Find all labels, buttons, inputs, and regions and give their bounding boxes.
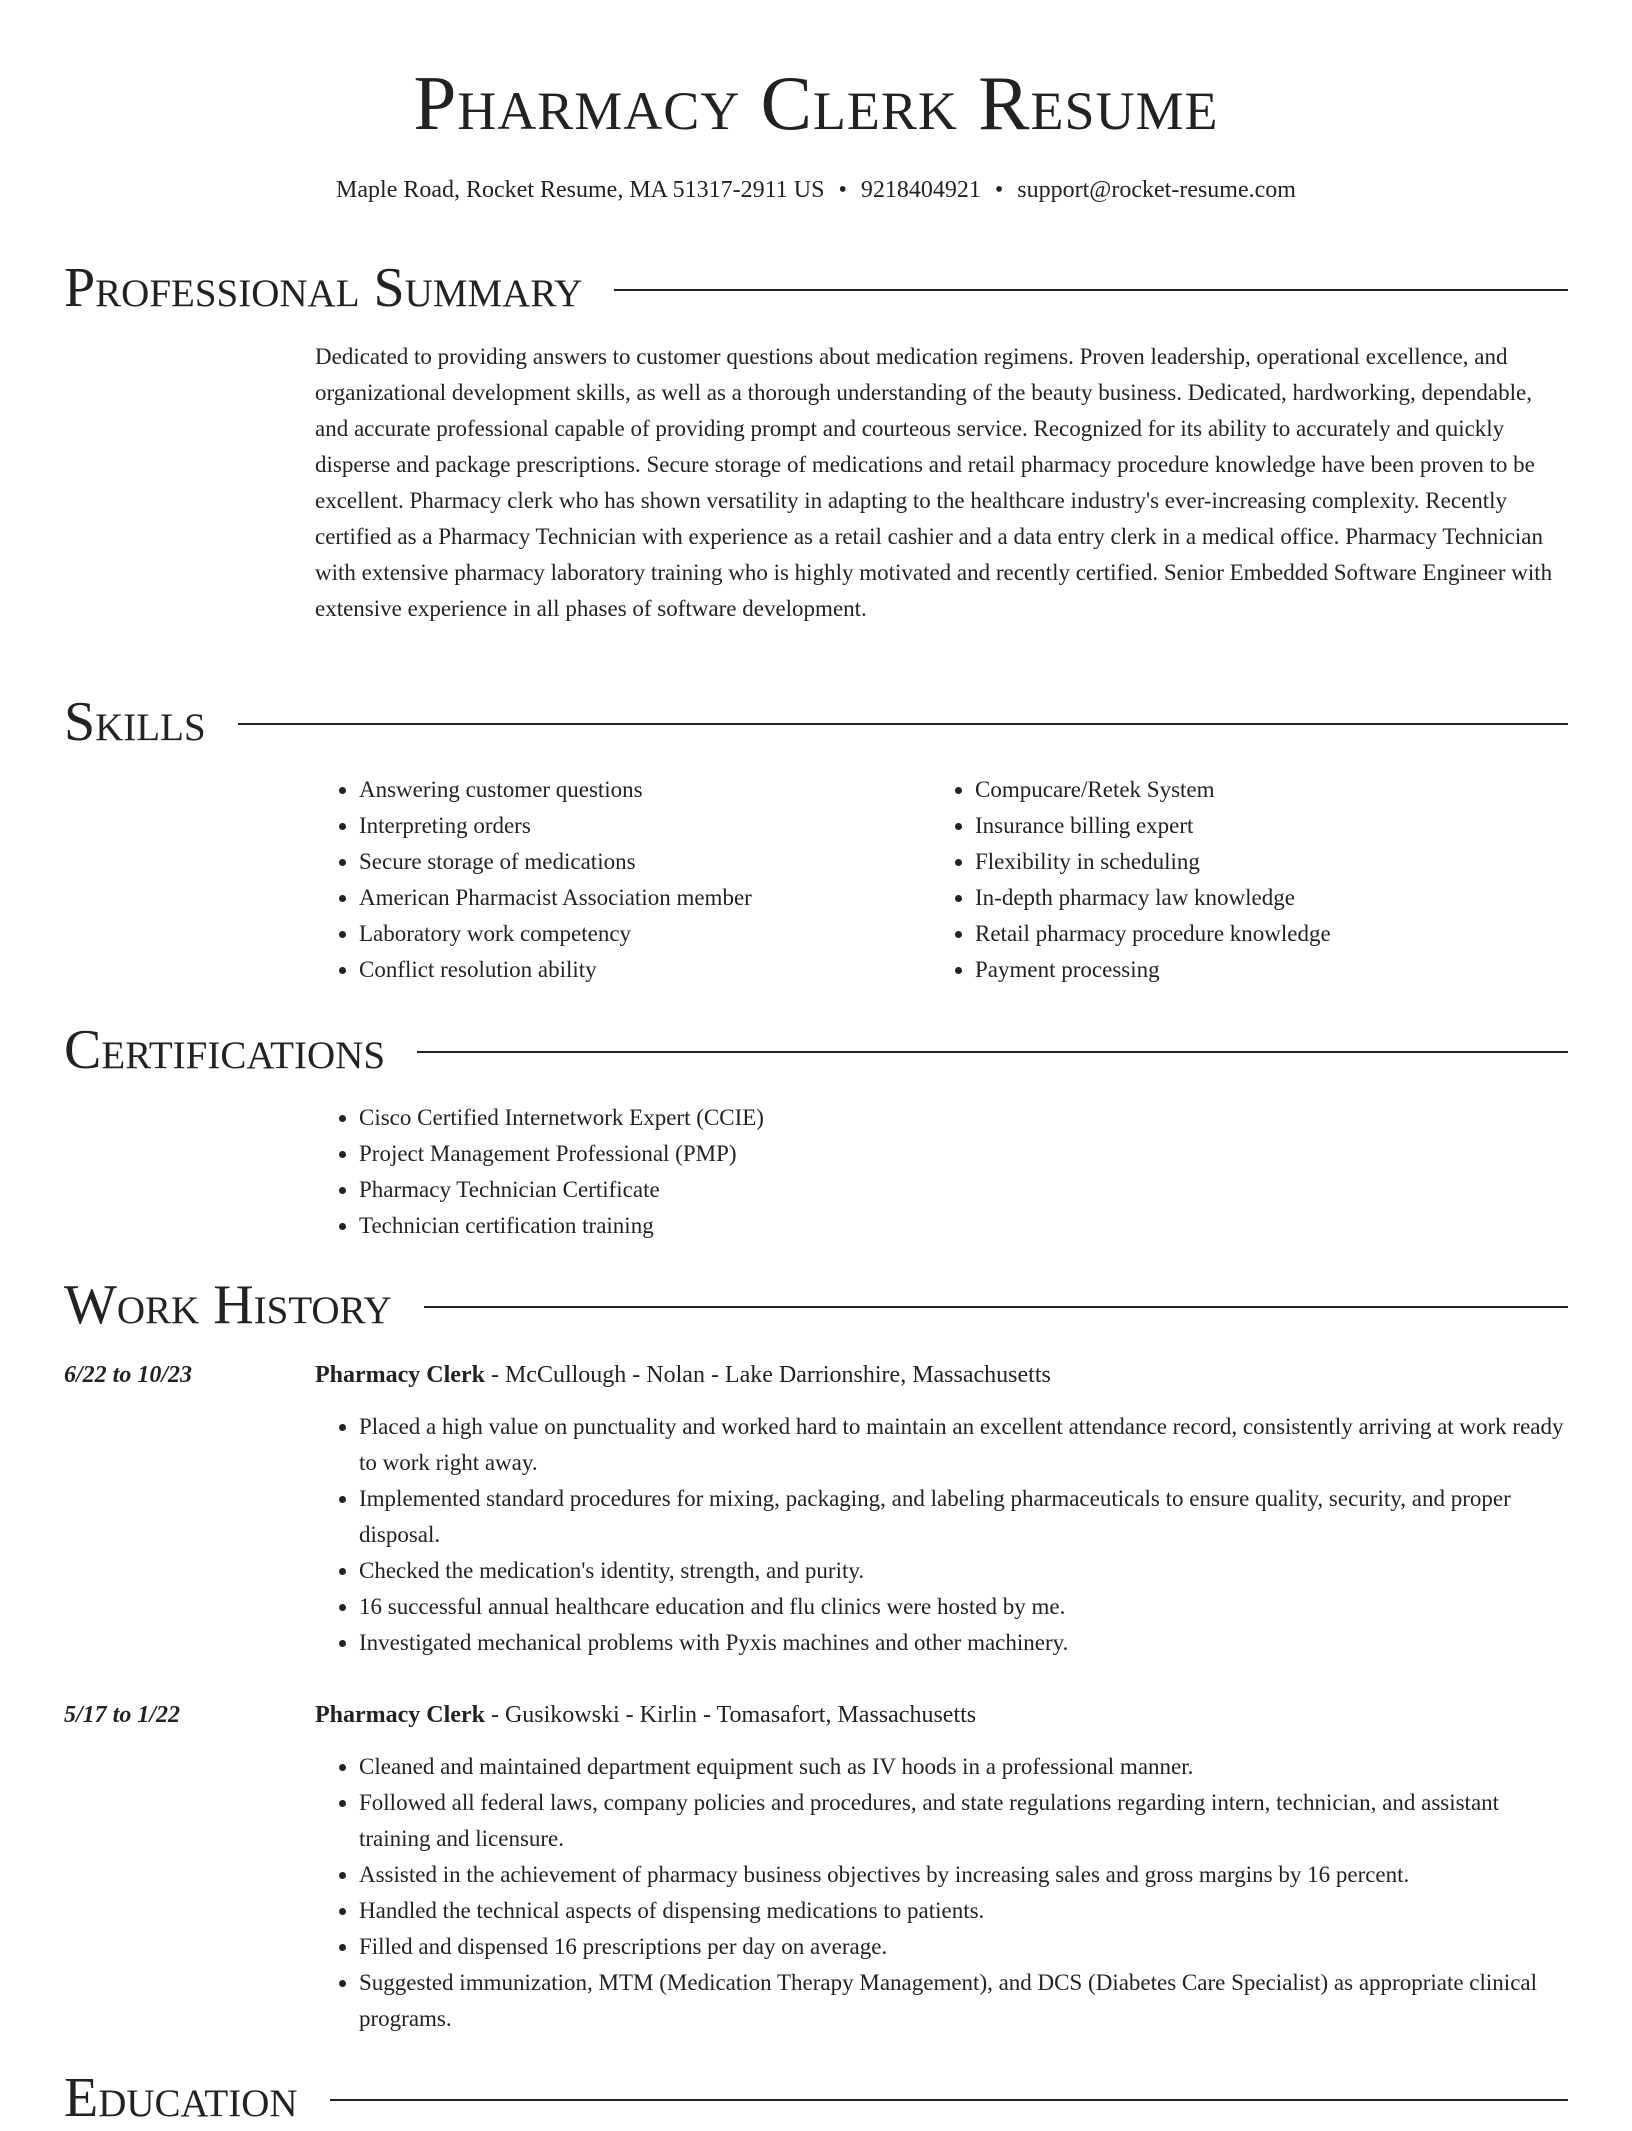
contact-separator: • xyxy=(994,177,1004,203)
certifications-list xyxy=(315,1100,1570,1244)
section-divider xyxy=(417,1051,1568,1053)
skill-item: • Answering customer questions xyxy=(359,772,915,808)
job-duty-item: • Placed a high value on punctuality and worked hard to maintain an excellent attendance record, consistently arriving at work ready to work right away. xyxy=(359,1409,1570,1481)
contact-phone: 9218404921 xyxy=(860,177,981,203)
skill-item: • Payment processing xyxy=(975,952,1571,988)
skill-item: • American Pharmacist Association member xyxy=(359,880,915,916)
job-duty-item: • Checked the medication's identity, strength, and purity. xyxy=(359,1553,1570,1589)
job-duty-item: • Investigated mechanical problems with Pyxis machines and other machinery. xyxy=(359,1625,1570,1661)
section-divider xyxy=(238,723,1568,725)
job-duty-item: • Cleaned and maintained department equipment such as IV hoods in a professional manner. xyxy=(359,1749,1570,1785)
summary-text: Dedicated to providing answers to customer questions about medication regimens. Proven leadership, operational excellence, and organizational development skills, as well as a thorough understanding of the beauty business. Dedicated, hardworking, dependable, and accurate professional capable of providing prompt and courteous service. Recognized for its ability to accurately and quickly disperse and package prescriptions. Secure storage of medications and retail pharmacy procedure knowledge have been proven to be excellent. Pharmacy clerk who has shown versatility in adapting to the healthcare industry's ever-increasing complexity. Recently certified as a Pharmacy Technician with experience as a retail cashier and a data entry clerk in a medical office. Pharmacy Technician with extensive pharmacy laboratory training who is highly motivated and recently certified. Senior Embedded Software Engineer with extensive experience in all phases of software development. xyxy=(315,344,1553,621)
skill-item: • Retail pharmacy procedure knowledge xyxy=(975,916,1571,952)
job-title: Pharmacy Clerk xyxy=(315,1362,485,1388)
section-heading-work-history: Work History xyxy=(64,1274,392,1336)
skill-item: • Conflict resolution ability xyxy=(359,952,915,988)
job-dates: 5/17 to 1/22 xyxy=(64,1702,181,1728)
skill-item: • Laboratory work competency xyxy=(359,916,915,952)
job-duty-item: • Implemented standard procedures for mixing, packaging, and labeling pharmaceuticals to ensure quality, security, and proper disposal. xyxy=(359,1481,1570,1553)
skill-item: • In-depth pharmacy law knowledge xyxy=(975,880,1571,916)
certification-item: • Cisco Certified Internetwork Expert (CCIE) xyxy=(359,1100,1570,1136)
skill-item: • Secure storage of medications xyxy=(359,844,915,880)
skills-column-right xyxy=(931,772,1571,988)
work-history-heading-row xyxy=(64,1272,1568,1338)
job-heading xyxy=(315,1699,976,1731)
skills-heading-row xyxy=(64,689,1568,755)
skill-item: • Flexibility in scheduling xyxy=(975,844,1571,880)
section-divider xyxy=(330,2099,1568,2101)
job-duty-item: • Followed all federal laws, company policies and procedures, and state regulations regarding intern, technician, and assistant training and licensure. xyxy=(359,1785,1570,1857)
skill-item: • Compucare/Retek System xyxy=(975,772,1571,808)
certifications-heading-row xyxy=(64,1017,1568,1083)
certification-item: • Pharmacy Technician Certificate xyxy=(359,1172,1570,1208)
job-dates: 6/22 to 10/23 xyxy=(64,1362,193,1388)
certification-item: • Project Management Professional (PMP) xyxy=(359,1136,1570,1172)
section-divider xyxy=(424,1306,1568,1308)
resume-title: Pharmacy Clerk Resume xyxy=(413,60,1219,146)
contact-separator: • xyxy=(838,177,847,203)
job-employer-location: - Gusikowski - Kirlin - Tomasafort, Massachusetts xyxy=(484,1702,977,1728)
section-heading-education: Education xyxy=(64,2067,298,2129)
job-duties xyxy=(315,1409,1570,1661)
summary-heading-row xyxy=(64,255,1568,321)
job-duty-item: • Handled the technical aspects of dispensing medications to patients. xyxy=(359,1893,1570,1929)
job-duty-item: • Assisted in the achievement of pharmacy business objectives by increasing sales and gross margins by 16 percent. xyxy=(359,1857,1570,1893)
contact-email[interactable]: support@rocket-resume.com xyxy=(1017,177,1296,203)
skill-item: • Interpreting orders xyxy=(359,808,915,844)
job-duties xyxy=(315,1749,1570,2037)
section-heading-skills: Skills xyxy=(64,691,206,753)
contact-line xyxy=(0,175,1632,205)
job-heading xyxy=(315,1359,1051,1391)
job-duty-item: • 16 successful annual healthcare education and flu clinics were hosted by me. xyxy=(359,1589,1570,1625)
section-heading-certifications: Certifications xyxy=(64,1019,386,1081)
education-heading-row xyxy=(64,2065,1568,2131)
job-title: Pharmacy Clerk xyxy=(315,1702,485,1728)
job-duty-item: • Suggested immunization, MTM (Medication Therapy Management), and DCS (Diabetes Care Specialist) as appropriate clinical programs. xyxy=(359,1965,1570,2037)
contact-address: Maple Road, Rocket Resume, MA 51317-2911 US xyxy=(336,177,825,203)
skill-item: • Insurance billing expert xyxy=(975,808,1571,844)
skills-column-left xyxy=(315,772,915,988)
job-employer-location: - McCullough - Nolan - Lake Darrionshire, Massachusetts xyxy=(484,1362,1051,1388)
section-heading-summary: Professional Summary xyxy=(64,257,583,319)
certification-item: • Technician certification training xyxy=(359,1208,1570,1244)
job-duty-item: • Filled and dispensed 16 prescriptions per day on average. xyxy=(359,1929,1570,1965)
section-divider xyxy=(614,289,1568,291)
